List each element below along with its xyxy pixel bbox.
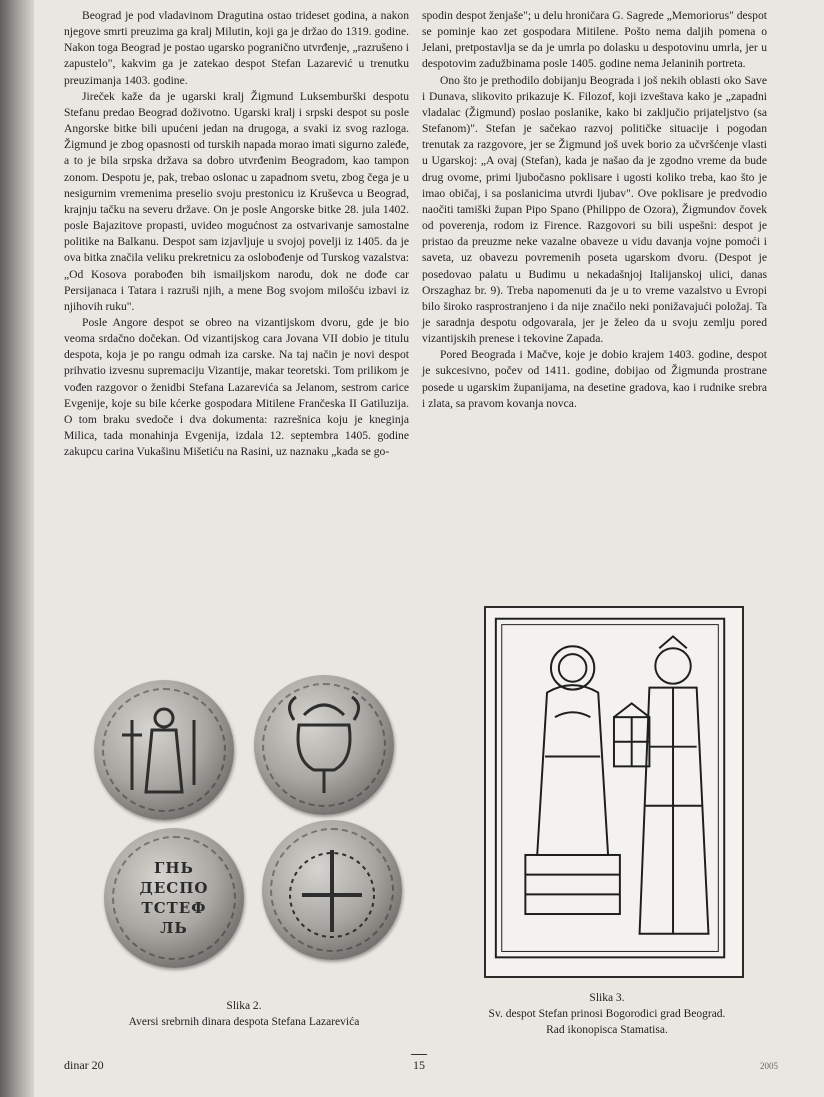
coin-cross-image xyxy=(262,820,402,960)
caption-text: Rad ikonopisca Stamatisa. xyxy=(546,1024,668,1036)
right-text-column xyxy=(422,8,767,412)
coin-legend-line: ЛЬ xyxy=(160,919,188,937)
footer-magazine-label: dinar 20 xyxy=(64,1058,104,1072)
caption-label: Slika 2. xyxy=(226,1000,262,1012)
coin-obverse-saint-image xyxy=(94,680,234,820)
footer-year: 2005 xyxy=(760,1061,778,1071)
paragraph: Beograd je pod vladavinom Dragutina ostao trideset godina, a nakon njegove smrti preuzima ga kralj Milutin, koji ga je držao do 1319. godine. Nakon toga Beograd je postao ugarsko pogranično utvrđenje, „razrušeno i zapustelo", kakvim ga je zatekao despot Stefan Lazarević u trenutku preuzimanja 1403. godine. xyxy=(64,9,409,87)
paragraph: Posle Angore despot se obreo na vizantijskom dvoru, gde je bio veoma srdačno dočekan. Od vizantijskog cara Jovana VII dobio je titulu despota, koja je po rangu odmah iza carske. Na taj način je novi despot prihvatio izvesnu supremaciju Vizantije, makar teoretski. Tom prilikom je vođen razgovor o ženidbi Stefana Lazarevića sa Jelanom, sestrom carice Evgenije, koje su bile kćerke gospodara Mitilene Frančeska II Gatiluzija. O tom braku svedoče i dva dokumenta: razrešnica koju je kneginja Milica, tada monahinja Evgenija, izdala 12. septembra 1405. godine zakupcu carina Vukašinu Mišetiću na Rasini, uz naznaku „kada se go- xyxy=(64,315,409,459)
coin-legend-line: ДЕСПО xyxy=(139,879,209,897)
caption-text: Sv. despot Stefan prinosi Bogorodici grad Beograd. xyxy=(488,1008,726,1020)
coin-legend-inscription xyxy=(104,828,244,968)
caption-label: Slika 3. xyxy=(589,992,625,1004)
icon-engraving-image xyxy=(484,606,744,978)
paragraph: spodin despot ženjaše"; u delu hroničara G. Sagrede „Memoriorus" despot se pominje kao zet gospodara Mitilene. Pošto nema daljih pomena o Jelani, pretpostavlja se da je umrla po dolasku u despotovinu umrla, jer u despotovim zadužbinama posle 1405. godine nema Jelaninih portreta. xyxy=(422,9,767,71)
page-number: 15 xyxy=(404,1058,434,1073)
figure-caption xyxy=(452,990,762,1038)
coin-obverse-helmet-image xyxy=(254,675,394,815)
figure-caption xyxy=(84,998,404,1030)
paragraph: Pored Beograda i Mačve, koje je dobio krajem 1403. godine, despot je sukcesivno, počev od 1411. godine, dobijao od Žigmunda prostrane posede u ugarskim županijama, na desetine gradova, kao i rudnike srebra i zlata, sa pravom kovanja novca. xyxy=(422,348,767,410)
book-binding-shadow xyxy=(0,0,34,1097)
paragraph: Jireček kaže da je ugarski kralj Žigmund Luksemburški despotu Stefanu predao Beograd doživotno. Ugarski kralj i srpski despot su posle Angorske bitke bili upućeni jedan na drugoga, a svaki iz svog razloga. Žigmund je zbog opasnosti od turskih napada morao imati sigurno zaleđe, a to je bila srpska država sa dobro utvrđenim Beogradom, kao tampon zonom. Despotu je, pak, trebao oslonac u zapadnom svetu, zbog čega je u nesigurnim vremenima preselio svoju prestonicu iz Kruševca u Beograd, krajnju tačku na severu države. On je posle Angorske bitke 28. jula 1402. posle Bajazitove propasti, uvideo mogućnost za ostvarivanje samostalne politike na Balkanu. Despot sam izjavljuje u svojoj povelji iz 1405. da je ova bitka značila veliku prekretnicu za oslobođenje od Turskog vazalstva: „Od Kosova porabođen bih ismailjskom narodu, dok ne dođe car Persijanaca i Tatara i razruši njih, a mene Bog svojom milošću izbavi iz njihovih ruku". xyxy=(64,89,409,313)
caption-text: Aversi srebrnih dinara despota Stefana Lazarevića xyxy=(128,1016,360,1028)
left-text-column xyxy=(64,8,409,460)
coin-legend-line: ГНЬ xyxy=(154,859,194,877)
coin-legend-line: ТСТЕФ xyxy=(141,899,207,917)
coins-figure xyxy=(84,660,404,960)
paragraph: Ono što je prethodilo dobijanju Beograda i još nekih oblasti oko Save i Dunava, slikovito prikazuje K. Filozof, koji izveštava kako je „zapadni vladalac (Žigmund) poslao poslanike, kako bi zaključio prijateljstvo (sa Stefanom)". Stefan je sačekao razvoj političke situacije i pogodan trenutak za razgovore, jer se Žigmund još uvek borio za učvršćenje vlasti u Ugarskoj: „A ovaj (Stefan), kada je našao da je zgodno vreme da bude drug ovome, primi ljubočasno poklisare i ugosti koliko treba, kao što je imao običaj, i sa poslanicima utvrdi ljubav". Ove poklisare je predvodio naočiti tamiški župan Pipo Spano (Philippo de Ozora), Žigmundov čovek od poverenja, rodom iz Firence. Razgovori su bili uspešni: despot je pristao da preuzme neke vazalne obaveze u vidu davanja vojne pomoći i saveta, uz obavezu povremenih poseta ugarskom dvoru. (Despot je posedovao palatu u Budimu u nekadašnjoj Italijanskoj ulici, danas Orszaghaz br. 9). Treba napomenuti da je u to vreme vazalstvo u Evropi bilo široko rasprostranjeno i da nije značilo neki ponižavajući položaj. Ta je saradnja despotu odgovarala, jer je želeo da u svoju zemlju pored vizantijskih prenese i tekovine Zapada. xyxy=(422,73,767,346)
